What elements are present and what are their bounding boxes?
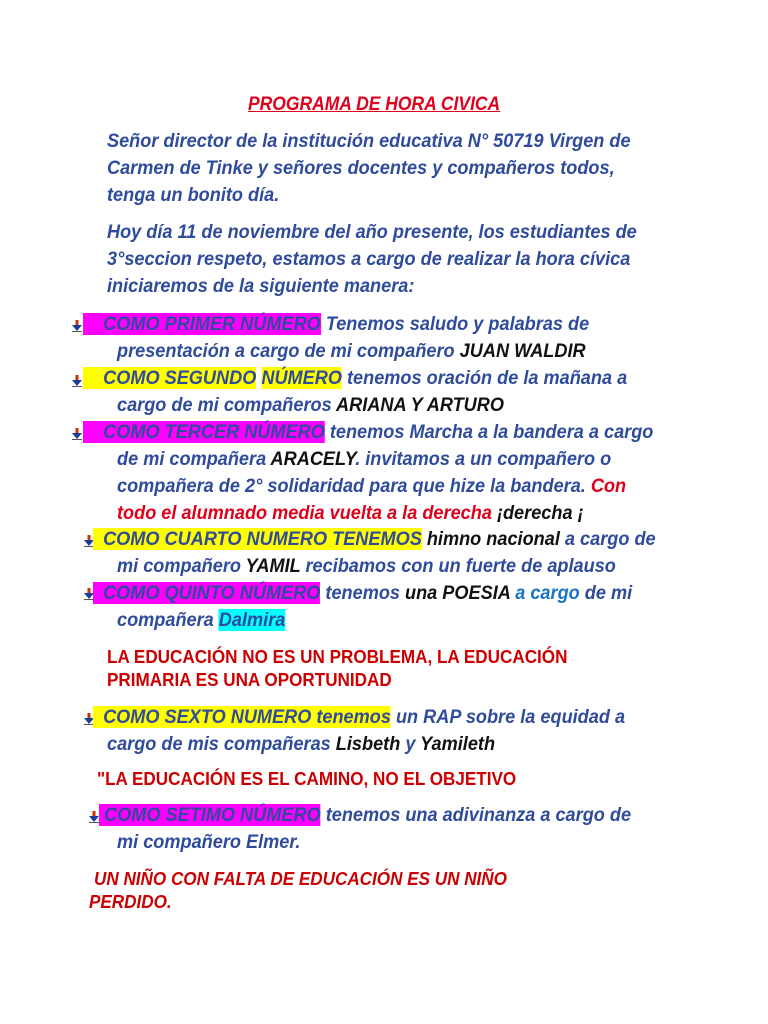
arrow-bullet-icon — [72, 428, 82, 440]
student-name: Lisbeth — [335, 733, 401, 755]
para2-line-2: 3°seccion respeto, estamos a cargo de realizar la hora cívica — [107, 248, 631, 270]
page-title: PROGRAMA DE HORA CIVICA — [248, 94, 501, 115]
item-5-highlight: COMO QUINTO NÚMERO — [93, 582, 320, 604]
list-item-4-line-2: mi compañero YAMIL recibamos con un fuerte de aplauso — [117, 555, 616, 577]
list-item-7-line-1: COMO SETIMO NÚMERO tenemos una adivinanza a cargo de — [99, 802, 631, 829]
item-1-highlight: COMO PRIMER NÚMERO — [83, 313, 321, 335]
list-item-3-line-1: COMO TERCER NÚMERO tenemos Marcha a la bandera a cargo — [83, 419, 653, 446]
student-name: Dalmira — [218, 609, 286, 631]
quote-3-line-1: UN NIÑO CON FALTA DE EDUCACIÓN ES UN NIÑO — [94, 869, 507, 889]
list-item-2-line-2: cargo de mi compañeros ARIANA Y ARTURO — [117, 394, 504, 416]
item-6-highlight: COMO SEXTO NUMERO tenemos — [93, 706, 391, 728]
list-item-3-line-2: de mi compañera ARACELY. invitamos a un compañero o — [117, 448, 612, 470]
item-7-highlight: COMO SETIMO NÚMERO — [99, 804, 321, 826]
list-item-5-line-1: COMO QUINTO NÚMERO tenemos una POESIA a cargo de mi — [93, 580, 632, 607]
item-4-highlight: COMO CUARTO NUMERO TENEMOS — [93, 528, 422, 550]
item-3-highlight: COMO TERCER NÚMERO — [83, 421, 325, 443]
arrow-bullet-icon — [72, 375, 82, 387]
quote-1-line-2: PRIMARIA ES UNA OPORTUNIDAD — [107, 670, 392, 690]
student-name: JUAN WALDIR — [459, 340, 586, 362]
list-item-4-line-1: COMO CUARTO NUMERO TENEMOS himno nacional a cargo de — [93, 526, 656, 553]
list-item-1-line-2: presentación a cargo de mi compañero JUAN WALDIR — [117, 340, 586, 362]
student-name: YAMIL — [245, 555, 301, 577]
list-item-2-line-1: COMO SEGUNDO NÚMERO tenemos oración de la mañana a — [83, 365, 627, 392]
quote-3-line-2: PERDIDO. — [89, 892, 172, 912]
quote-2: "LA EDUCACIÓN ES EL CAMINO, NO EL OBJETIVO — [97, 769, 517, 789]
para2-line-3: iniciaremos de la siguiente manera: — [107, 275, 415, 297]
list-item-1-line-1: COMO PRIMER NÚMERO Tenemos saludo y palabras de — [83, 311, 589, 338]
list-item-5-line-2: compañera Dalmira — [117, 609, 286, 631]
intro-line-3: tenga un bonito día. — [107, 184, 280, 206]
student-name: Yamileth — [420, 733, 496, 755]
quote-1-line-1: LA EDUCACIÓN NO ES UN PROBLEMA, LA EDUCACIÓN — [107, 647, 568, 667]
item-2-highlight-b: NÚMERO — [261, 367, 342, 389]
arrow-bullet-icon — [89, 811, 99, 823]
list-item-7-line-2: mi compañero Elmer. — [117, 831, 301, 853]
list-item-6-line-2: cargo de mis compañeras Lisbeth y Yamileth — [107, 733, 496, 755]
list-item-3-line-3: compañera de 2° solidaridad para que hize la bandera. Con — [117, 475, 627, 497]
intro-line-1: Señor director de la institución educativa N° 50719 Virgen de — [107, 130, 631, 152]
intro-line-2: Carmen de Tinke y señores docentes y compañeros todos, — [107, 157, 615, 179]
item-2-highlight-a: COMO SEGUNDO — [83, 367, 256, 389]
list-item-3-line-4: todo el alumnado media vuelta a la derecha ¡derecha ¡ — [117, 502, 584, 524]
arrow-bullet-icon — [72, 320, 82, 332]
list-item-6-line-1: COMO SEXTO NUMERO tenemos un RAP sobre la equidad a — [93, 704, 625, 731]
para2-line-1: Hoy día 11 de noviembre del año presente, los estudiantes de — [107, 221, 637, 243]
student-name: ARACELY — [270, 448, 356, 470]
student-name: ARIANA Y ARTURO — [336, 394, 504, 416]
